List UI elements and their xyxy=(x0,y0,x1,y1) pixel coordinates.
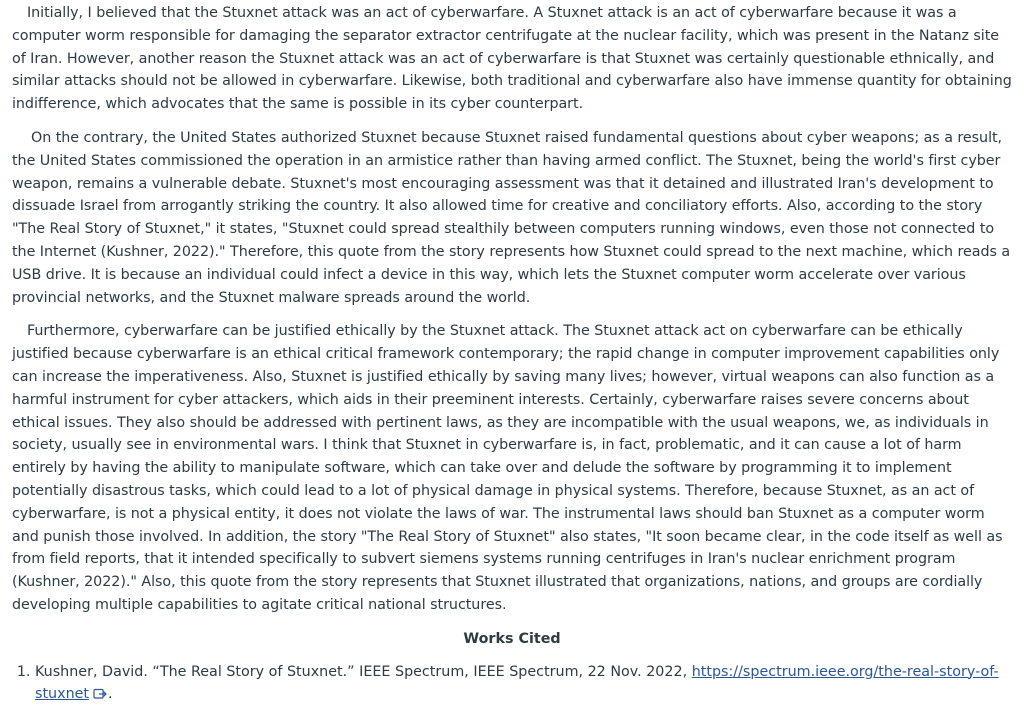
paragraph-3: Furthermore, cyberwarfare can be justified ethically by the Stuxnet attack. The Stuxnet attack act on cyberwarfare can be ethically justified because cyberwarfare is an ethical critical framework contemporary; the rapid change in computer improvement capabilities only can increase the imperativeness. Also, Stuxnet is justified ethically by saving many lives; however, virtual weapons can also function as a harmful instrument for cyber attackers, which aids in their preeminent interests. Certainly, cyberwarfare raises severe concerns about ethical issues. They also should be addressed with pertinent laws, as they are incompatible with the usual weapons, we, as individuals in society, usually see in environmental wars. I think that Stuxnet in cyberwarfare is, in fact, problematic, and it can cause a lot of harm entirely by having the ability to manipulate software, which can take over and delude the software by programming it to implement potentially disastrous tasks, which could lead to a lot of physical damage in physical systems. Therefore, because Stuxnet, as an act of cyberwarfare, is not a physical entity, it does not violate the laws of war. The instrumental laws should ban Stuxnet as a computer worm and punish those involved. In addition, the story "The Real Story of Stuxnet" also states, "It soon became clear, in the code itself as well as from field reports, that it intended specifically to subvert siemens systems running centrifuges in Iran's nuclear enrichment program (Kushner, 2022)." Also, this quote from the story represents that Stuxnet illustrated that organizations, nations, and groups are cordially developing multiple capabilities to agitate critical national structures. xyxy=(12,323,1003,613)
citation-trailing: . xyxy=(108,686,113,703)
paragraph-1: Initially, I believed that the Stuxnet attack was an act of cyberwarfare. A Stuxnet attack is an act of cyberwarfare because it was a computer worm responsible for damaging the separator extractor centrifugate at the nuclear facility, which was present in the Natanz site of Iran. However, another reason the Stuxnet attack was an act of cyberwarfare is that Stuxnet was certainly questionable ethnically, and similar attacks should not be allowed in cyberwarfare. Likewise, both traditional and cyberwarfare also have immense quantity for obtaining indifference, which advocates that the same is possible in its cyber counterpart. xyxy=(12,5,1012,113)
citation-text: Kushner, David. “The Real Story of Stuxnet.” IEEE Spectrum, IEEE Spectrum, 22 Nov. 2022, xyxy=(35,663,692,680)
citations-list xyxy=(12,661,1012,709)
citation-link[interactable]: https://spectrum.ieee.org/the-real-story-of-stuxnet xyxy=(35,663,999,703)
citation-item xyxy=(35,661,1012,709)
paragraph-2: On the contrary, the United States authorized Stuxnet because Stuxnet raised fundamental questions about cyber weapons; as a result, the United States commissioned the operation in an armistice rather than having armed conflict. The Stuxnet, being the world's first cyber weapon, remains a vulnerable debate. Stuxnet's most encouraging assessment was that it detained and illustrated Iran's development to dissuade Israel from arrogantly striking the country. It also allowed time for creative and conciliatory efforts. Also, according to the story "The Real Story of Stuxnet," it states, "Stuxnet could spread stealthily between computers running windows, even those not connected to the Internet (Kushner, 2022)." Therefore, this quote from the story represents how Stuxnet could spread to the next machine, which reads a USB drive. It is because an individual could infect a device in this way, which lets the Stuxnet computer worm accelerate over various provincial networks, and the Stuxnet malware spreads around the world. xyxy=(12,129,1011,306)
works-cited-heading: Works Cited xyxy=(463,630,561,647)
external-link-icon[interactable] xyxy=(93,685,108,708)
